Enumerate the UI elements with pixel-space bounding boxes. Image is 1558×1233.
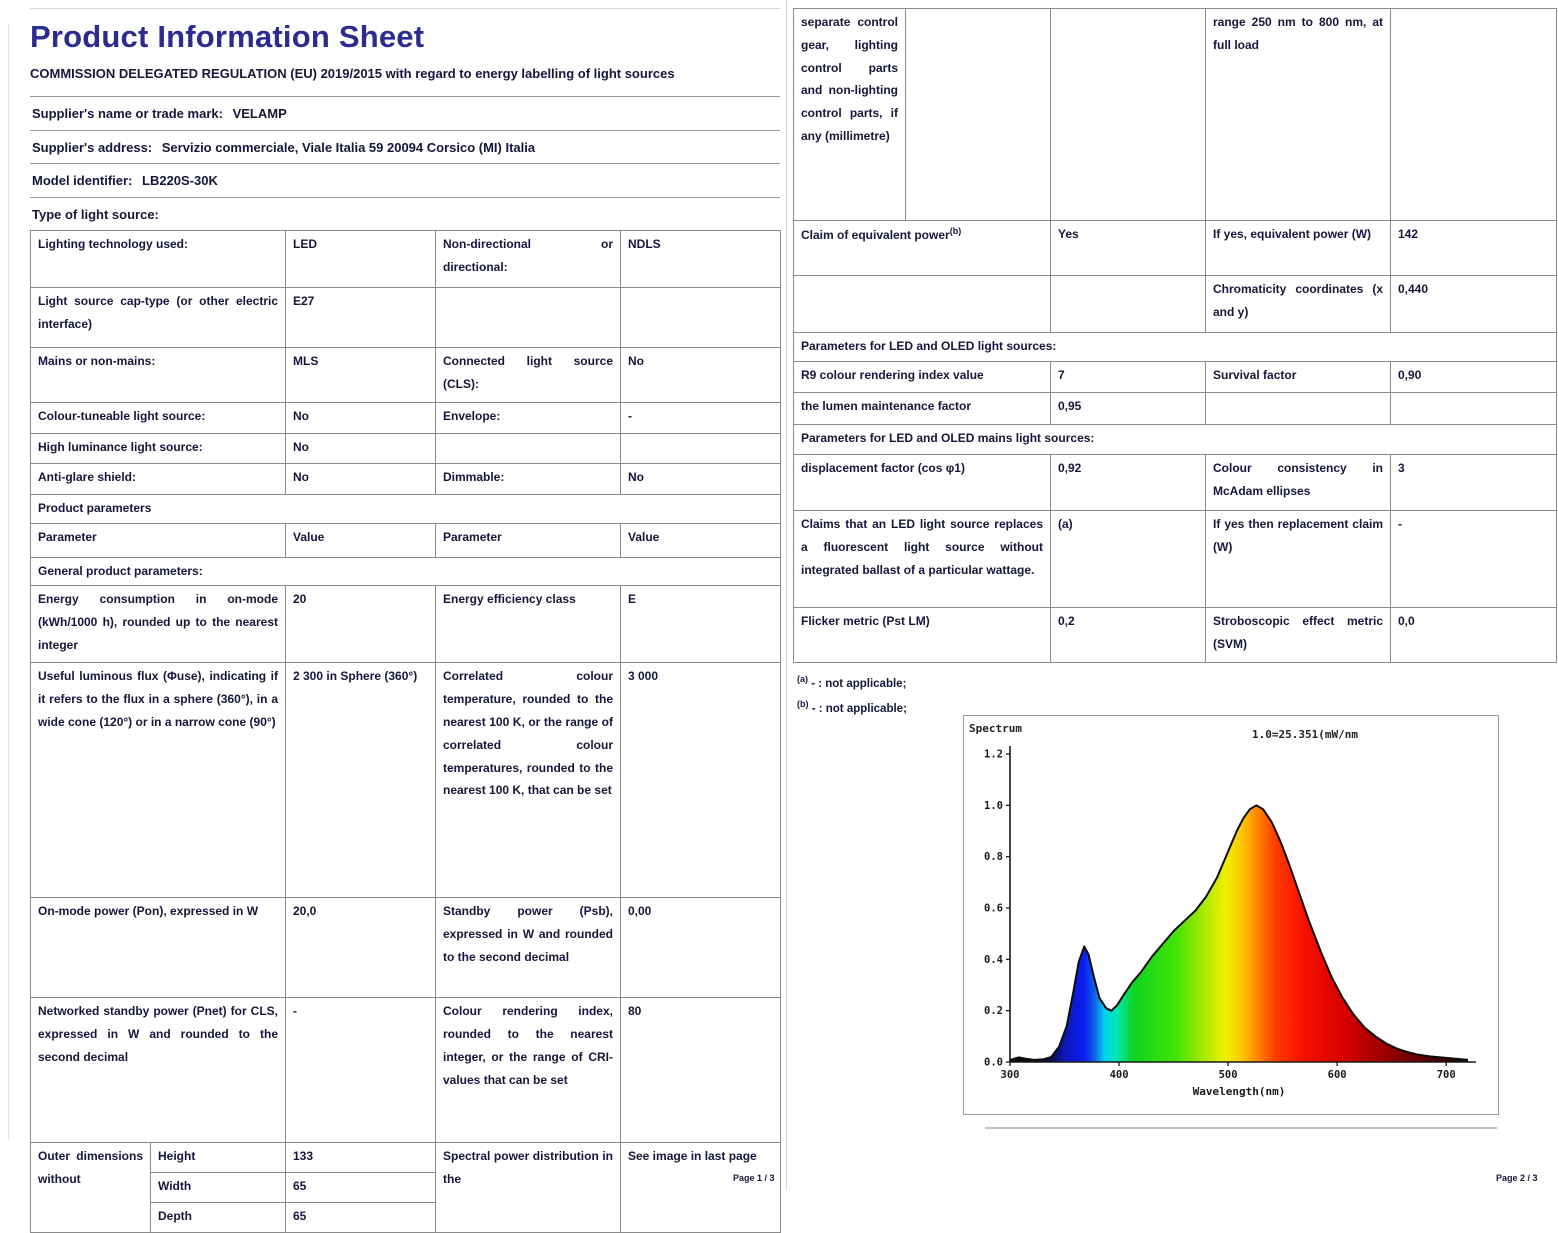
param-cell: Claims that an LED light source replaces a fluorescent light source without integrated ballast of a particular wattage.: [794, 511, 1051, 608]
param-cell: the lumen maintenance factor: [794, 393, 1051, 425]
param-cell: Light source cap-type (or other electric interface): [31, 288, 286, 348]
page-1: [30, 8, 780, 1233]
table-row: [31, 348, 781, 403]
param-cell: Flicker metric (Pst LM): [794, 608, 1051, 663]
svg-text:1.0: 1.0: [984, 799, 1003, 812]
product-parameters-header: Product parameters: [31, 495, 781, 524]
value-cell: [1391, 393, 1557, 425]
value-cell: No: [286, 434, 436, 464]
page-edge-line: [8, 25, 9, 1140]
value-cell: 0,2: [1051, 608, 1206, 663]
table-row: [794, 221, 1557, 276]
svg-text:0.8: 0.8: [984, 851, 1003, 864]
supplier-name-label: Supplier's name or trade mark:: [32, 106, 223, 122]
svg-text:300: 300: [1000, 1069, 1020, 1081]
chart-title: Spectrum: [969, 722, 1022, 735]
outer-dimensions-label: Outer dimensions without: [31, 1143, 151, 1233]
param-cell: Envelope:: [436, 403, 621, 434]
table-row: [794, 608, 1557, 663]
param-cell: Correlated colour temperature, rounded to the nearest 100 K, or the range of correlated colour temperatures, rounded to the nearest 100 K, that can be set: [436, 663, 621, 898]
value-cell: See image in last page: [621, 1143, 781, 1233]
empty-cell: [906, 9, 1051, 221]
param-cell: Survival factor: [1206, 362, 1391, 393]
table-row: [31, 558, 781, 586]
param-cell: Mains or non-mains:: [31, 348, 286, 403]
value-cell: 3: [1391, 455, 1557, 511]
svg-text:0.0: 0.0: [984, 1056, 1003, 1069]
table-row: [794, 393, 1557, 425]
param-cell: If yes then replacement claim (W): [1206, 511, 1391, 608]
param-cell: Energy consumption in on-mode (kWh/1000 h), rounded up to the nearest integer: [31, 586, 286, 663]
page-number-2: Page 2 / 3: [1496, 1173, 1538, 1183]
value-cell: No: [286, 403, 436, 434]
value-cell: -: [1391, 511, 1557, 608]
value-cell: 80: [621, 998, 781, 1143]
dimension-value: 65: [286, 1173, 436, 1203]
value-cell: -: [621, 403, 781, 434]
value-cell: MLS: [286, 348, 436, 403]
param-cell: Anti-glare shield:: [31, 464, 286, 495]
param-cell: Stroboscopic effect metric (SVM): [1206, 608, 1391, 663]
value-cell: 0,92: [1051, 455, 1206, 511]
param-cell: range 250 nm to 800 nm, at full load: [1206, 9, 1391, 221]
param-cell: Colour-tuneable light source:: [31, 403, 286, 434]
parameters-continuation-table: [793, 8, 1557, 663]
table-row: [794, 333, 1557, 362]
value-cell: -: [286, 998, 436, 1143]
value-cell: 0,00: [621, 898, 781, 998]
param-cell: Energy efficiency class: [436, 586, 621, 663]
supplier-address-value: Servizio commerciale, Viale Italia 59 20094 Corsico (MI) Italia: [161, 139, 536, 155]
type-of-light-source-row: [30, 197, 780, 231]
table-row: [794, 9, 1557, 221]
footnote-a-marker: (a): [797, 674, 808, 684]
column-header: Parameter: [436, 524, 621, 558]
dimension-value: 65: [286, 1203, 436, 1233]
param-cell: separate control gear, lighting control parts and non-lighting control parts, if any (millimetre): [794, 9, 906, 221]
page-title: Product Information Sheet: [30, 19, 425, 54]
page-bottom-line: [985, 1127, 1497, 1129]
value-cell: 0,90: [1391, 362, 1557, 393]
table-row: [794, 455, 1557, 511]
chart-annotation: 1.0=25.351(mW/nm: [1252, 728, 1358, 741]
table-row: [31, 495, 781, 524]
empty-cell: [794, 276, 1051, 333]
param-cell: Useful luminous flux (Φuse), indicating if it refers to the flux in a sphere (360°), in a wide cone (120°) or in a narrow cone (90°): [31, 663, 286, 898]
table-row: [794, 362, 1557, 393]
param-cell: On-mode power (Pon), expressed in W: [31, 898, 286, 998]
table-row: [794, 276, 1557, 333]
table-row: [31, 288, 781, 348]
supplier-name-row: [30, 96, 780, 130]
dimension-value: 133: [286, 1143, 436, 1173]
value-cell: E: [621, 586, 781, 663]
supplier-name-value: VELAMP: [232, 106, 287, 122]
footnote-ref-b: (b): [949, 226, 962, 236]
value-cell: E27: [286, 288, 436, 348]
spectral-power-distribution-chart: [963, 715, 1499, 1115]
value-cell: 142: [1391, 221, 1557, 276]
table-row: [31, 403, 781, 434]
svg-text:1.2: 1.2: [984, 748, 1003, 761]
table-row: [31, 434, 781, 464]
model-identifier-row: [30, 163, 780, 197]
param-cell: Colour consistency in McAdam ellipses: [1206, 455, 1391, 511]
table-row: [794, 511, 1557, 608]
table-row: [31, 898, 781, 998]
value-cell: No: [621, 464, 781, 495]
led-oled-section-header: Parameters for LED and OLED light sources:: [794, 333, 1557, 362]
value-cell: 3 000: [621, 663, 781, 898]
table-row: [31, 586, 781, 663]
dimension-label: Height: [151, 1143, 286, 1173]
column-header: Parameter: [31, 524, 286, 558]
model-identifier-label: Model identifier:: [32, 173, 133, 189]
param-cell: displacement factor (cos φ1): [794, 455, 1051, 511]
table-row: [31, 1143, 781, 1173]
value-cell: No: [286, 464, 436, 495]
value-cell: [621, 434, 781, 464]
table-row: [31, 464, 781, 495]
svg-text:700: 700: [1436, 1069, 1456, 1081]
model-identifier-value: LB220S-30K: [142, 173, 218, 189]
table-row: [31, 524, 781, 558]
column-header: Value: [286, 524, 436, 558]
param-cell: Chromaticity coordinates (x and y): [1206, 276, 1391, 333]
param-cell: Connected light source (CLS):: [436, 348, 621, 403]
svg-text:0.4: 0.4: [984, 953, 1003, 966]
value-cell: Yes: [1051, 221, 1206, 276]
light-source-parameters-table: [30, 230, 781, 1233]
table-row: [31, 998, 781, 1143]
param-cell: Non-directional or directional:: [436, 231, 621, 288]
param-cell: R9 colour rendering index value: [794, 362, 1051, 393]
svg-text:0.6: 0.6: [984, 902, 1003, 915]
value-cell: 0,95: [1051, 393, 1206, 425]
svg-text:400: 400: [1109, 1069, 1129, 1081]
footnote-a-text: - : not applicable;: [811, 677, 907, 690]
page-2: [793, 8, 1556, 1098]
svg-text:500: 500: [1218, 1069, 1238, 1081]
param-cell: [794, 221, 1051, 276]
regulation-text: COMMISSION DELEGATED REGULATION (EU) 2019/2015 with regard to energy labelling of light sources: [30, 66, 675, 81]
value-cell: 0,440: [1391, 276, 1557, 333]
empty-cell: [1391, 9, 1557, 221]
claim-equivalent-power-label: Claim of equivalent power: [801, 228, 950, 242]
param-cell: Colour rendering index, rounded to the nearest integer, or the range of CRI-values that can be set: [436, 998, 621, 1143]
svg-text:Wavelength(nm): Wavelength(nm): [1192, 1085, 1286, 1098]
value-cell: LED: [286, 231, 436, 288]
param-cell: High luminance light source:: [31, 434, 286, 464]
general-parameters-header: General product parameters:: [31, 558, 781, 586]
empty-cell: [1051, 276, 1206, 333]
supplier-address-label: Supplier's address:: [32, 139, 153, 155]
value-cell: No: [621, 348, 781, 403]
param-cell: Spectral power distribution in the: [436, 1143, 621, 1233]
param-cell: [436, 434, 621, 464]
svg-text:0.2: 0.2: [984, 1005, 1003, 1018]
column-header: Value: [621, 524, 781, 558]
footnote-b-text: - : not applicable;: [811, 702, 907, 715]
footnote-a: [797, 671, 1556, 696]
param-cell: Lighting technology used:: [31, 231, 286, 288]
value-cell: NDLS: [621, 231, 781, 288]
spectrum-plot: [964, 716, 1496, 1112]
svg-text:600: 600: [1327, 1069, 1347, 1081]
footnote-b-marker: (b): [797, 698, 809, 709]
param-cell: If yes, equivalent power (W): [1206, 221, 1391, 276]
table-row: [794, 425, 1557, 455]
led-oled-mains-section-header: Parameters for LED and OLED mains light sources:: [794, 425, 1557, 455]
table-row: [31, 663, 781, 898]
footnotes: [797, 671, 1556, 720]
dimension-label: Depth: [151, 1203, 286, 1233]
param-cell: [436, 288, 621, 348]
param-cell: Standby power (Psb), expressed in W and rounded to the second decimal: [436, 898, 621, 998]
table-row: [31, 231, 781, 288]
supplier-address-row: [30, 130, 780, 164]
param-cell: Dimmable:: [436, 464, 621, 495]
value-cell: [621, 288, 781, 348]
value-cell: 20: [286, 586, 436, 663]
page-number-1: Page 1 / 3: [733, 1173, 775, 1183]
type-of-light-source-label: Type of light source:: [32, 206, 159, 222]
value-cell: 2 300 in Sphere (360°): [286, 663, 436, 898]
param-cell: Networked standby power (Pnet) for CLS, expressed in W and rounded to the second decimal: [31, 998, 286, 1143]
param-cell: [1206, 393, 1391, 425]
value-cell: 20,0: [286, 898, 436, 998]
empty-cell: [1051, 9, 1206, 221]
dimension-label: Width: [151, 1173, 286, 1203]
page-divider-line: [786, 0, 787, 1190]
value-cell: (a): [1051, 511, 1206, 608]
value-cell: 7: [1051, 362, 1206, 393]
value-cell: 0,0: [1391, 608, 1557, 663]
